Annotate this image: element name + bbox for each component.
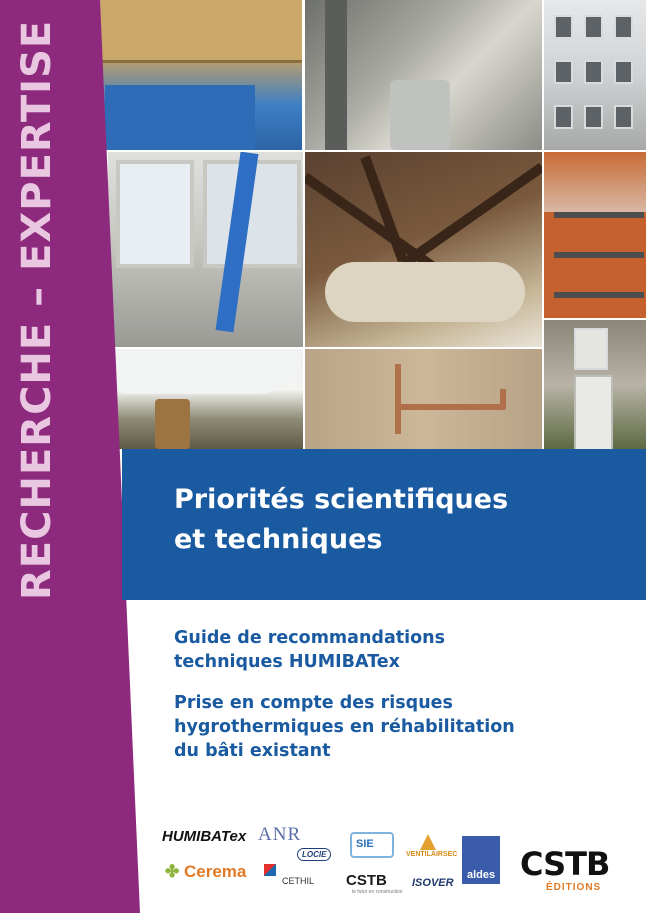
subtitle-guide <box>174 626 614 674</box>
photo-detail-window <box>554 105 573 129</box>
photo-detail-window <box>574 328 608 370</box>
photo-detail-glass <box>116 160 194 268</box>
locie-logo: LOCIE <box>297 848 331 861</box>
photo-detail-window <box>584 60 603 84</box>
anr-logo: ANR <box>258 824 302 845</box>
photo-detail-window <box>614 105 633 129</box>
side-label: RECHERCHE – EXPERTISE <box>14 19 60 600</box>
photo-detail-window <box>584 15 603 39</box>
photo-insulation-wall <box>100 0 302 150</box>
cerema-icon: ✤ <box>165 862 180 881</box>
subtitle-line: hygrothermiques en réhabilitation <box>174 717 515 737</box>
photo-detail-beam <box>155 399 190 449</box>
ventilairsec-logo-icon <box>420 834 436 850</box>
photo-detail-door <box>574 375 613 449</box>
photo-detail-balcony <box>554 252 644 258</box>
photo-detail-insulation <box>100 0 302 63</box>
photo-detail-copper-pipe <box>395 364 401 434</box>
subtitle-line: Prise en compte des risques <box>174 693 453 713</box>
cstb-small-logo: CSTB <box>346 872 387 889</box>
editions-label: ÉDITIONS <box>546 882 602 893</box>
photo-detail-copper-pipe <box>395 404 505 410</box>
photo-detail-probe <box>390 80 450 150</box>
photo-detail-balcony <box>554 292 644 298</box>
photo-detail-window <box>554 60 573 84</box>
photo-detail-copper-pipe <box>500 389 506 409</box>
photo-apartment-building <box>544 0 646 150</box>
humibatex-logo: HUMIBATex <box>162 828 247 845</box>
photo-detail-ceiling <box>115 349 303 394</box>
photo-detail-blue-membrane <box>105 85 255 150</box>
cerema-logo-text: Cerema <box>183 862 247 881</box>
cstb-small-tagline: le futur en construction <box>352 889 403 895</box>
photo-window-condensation <box>108 152 303 347</box>
photo-detail-balcony <box>554 212 644 218</box>
cover-title <box>174 480 614 560</box>
cethil-logo: CETHIL <box>282 876 315 886</box>
photo-stone-house <box>544 320 646 449</box>
cover-title-line: Priorités scientifiques <box>174 484 509 515</box>
photo-detail-cladding <box>544 212 646 318</box>
isover-logo: ISOVER <box>412 877 454 889</box>
photo-detail-pipe <box>325 0 347 150</box>
ventilairsec-logo: VENTILAIRSEC <box>406 851 458 858</box>
photo-detail-window <box>614 15 633 39</box>
photo-detail-rafter <box>400 163 542 269</box>
subtitle-line: du bâti existant <box>174 741 331 761</box>
aldes-logo: aldes <box>467 869 496 881</box>
photo-detail-insulation-roll <box>325 262 525 322</box>
university-logo-icon <box>264 864 276 876</box>
photo-detail-window <box>554 15 573 39</box>
sie-logo: SIE <box>356 838 374 850</box>
subtitle-line: techniques HUMIBATex <box>174 652 400 672</box>
photo-ceiling-beam <box>115 349 303 449</box>
photo-renovated-facade <box>544 152 646 318</box>
photo-heating-pipes <box>305 349 542 449</box>
photo-moisture-measurement <box>305 0 542 150</box>
cstb-editions-logo: CSTB <box>520 845 610 883</box>
cover-title-line: et techniques <box>174 524 383 555</box>
photo-detail-rafter <box>360 155 407 262</box>
cerema-logo <box>165 862 246 882</box>
subtitle-topic <box>174 691 614 763</box>
photo-detail-window <box>614 60 633 84</box>
photo-detail-window <box>584 105 603 129</box>
photo-attic-roof <box>305 152 542 347</box>
subtitle-line: Guide de recommandations <box>174 628 446 648</box>
